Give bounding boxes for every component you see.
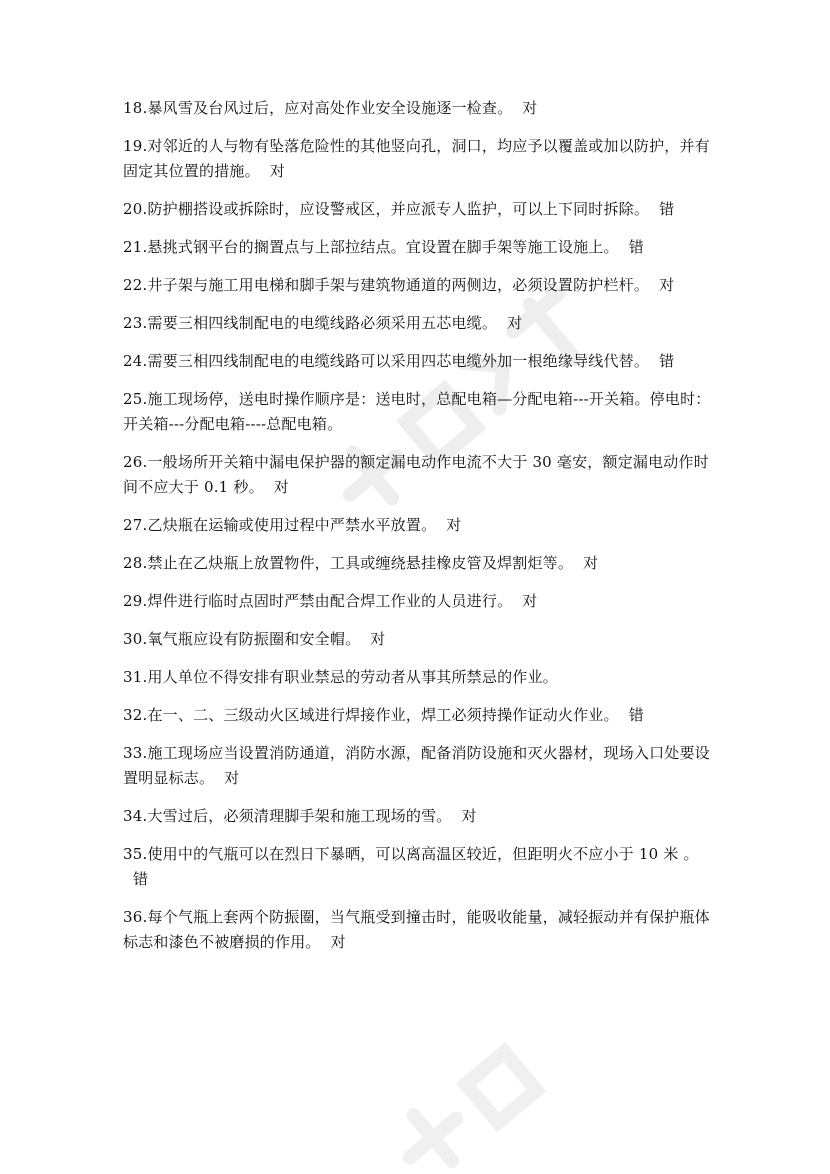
question-item — [123, 513, 723, 538]
question-number: 24. — [123, 352, 148, 370]
question-text: 一般场所开关箱中漏电保护器的额定漏电动作电流不大于 30 毫安，额定漏电动作时间不应大于 0.1 秒。 — [123, 453, 709, 496]
question-answer: 错 — [628, 706, 644, 724]
question-item — [123, 450, 723, 500]
question-item — [123, 387, 723, 437]
question-item — [123, 197, 723, 222]
question-text: 使用中的气瓶可以在烈日下暴晒，可以离高温区较近，但距明火不应小于 10 米 。 — [147, 845, 699, 863]
question-item — [123, 842, 723, 892]
question-text: 禁止在乙炔瓶上放置物件，工具或缠绕悬挂橡皮管及焊割炬等。 — [147, 554, 574, 572]
question-number: 25. — [123, 390, 148, 408]
question-item — [123, 589, 723, 614]
question-item — [123, 551, 723, 576]
question-answer: 对 — [507, 314, 523, 332]
question-text: 在一、二、三级动火区域进行焊接作业，焊工必须持操作证动火作业。 — [147, 706, 619, 724]
question-text: 氧气瓶应设有防振圈和安全帽。 — [147, 630, 361, 648]
question-number: 31. — [123, 668, 148, 686]
question-number: 21. — [123, 238, 148, 256]
question-answer: 错 — [628, 238, 644, 256]
question-number: 32. — [123, 706, 148, 724]
question-text: 需要三相四线制配电的电缆线路必须采用五芯电缆。 — [147, 314, 498, 332]
question-item — [123, 134, 723, 184]
question-item — [123, 804, 723, 829]
question-text: 施工现场应当设置消防通道，消防水源，配备消防设施和灭火器材，现场入口处要设置明显标志。 — [123, 744, 710, 787]
question-text: 防护棚搭设或拆除时，应设警戒区，并应派专人监护，可以上下同时拆除。 — [147, 200, 650, 218]
question-number: 23. — [123, 314, 148, 332]
question-text: 用人单位不得安排有职业禁忌的劳动者从事其所禁忌的作业。 — [147, 668, 558, 686]
question-answer: 对 — [522, 99, 538, 117]
question-number: 35. — [123, 845, 148, 863]
question-answer: 对 — [446, 516, 462, 534]
question-answer: 错 — [659, 200, 675, 218]
question-number: 28. — [123, 554, 148, 572]
question-answer: 对 — [370, 630, 386, 648]
question-text: 对邻近的人与物有坠落危险性的其他竖向孔，洞口，均应予以覆盖或加以防护，并有固定其位置的措施。 — [123, 137, 710, 180]
question-answer: 对 — [273, 478, 289, 496]
question-answer: 错 — [133, 870, 149, 888]
question-number: 19. — [123, 137, 148, 155]
question-item — [123, 96, 723, 121]
question-number: 33. — [123, 744, 148, 762]
question-number: 30. — [123, 630, 148, 648]
question-item — [123, 703, 723, 728]
question-text: 井子架与施工用电梯和脚手架与建筑物通道的两侧边，必须设置防护栏杆。 — [147, 276, 650, 294]
question-text: 每个气瓶上套两个防振圈，当气瓶受到撞击时，能吸收能量，减轻振动并有保护瓶体标志和漆色不被磨损的作用。 — [123, 908, 710, 951]
question-text: 施工现场停，送电时操作顺序是：送电时，总配电箱—分配电箱---开关箱。停电时：开关箱---分配电箱----总配电箱。 — [123, 390, 711, 433]
question-text: 焊件进行临时点固时严禁由配合焊工作业的人员进行。 — [147, 592, 513, 610]
question-item — [123, 627, 723, 652]
question-number: 20. — [123, 200, 148, 218]
question-answer: 对 — [269, 162, 286, 180]
question-number: 29. — [123, 592, 148, 610]
question-answer: 对 — [330, 933, 346, 951]
question-item — [123, 665, 723, 690]
question-text: 需要三相四线制配电的电缆线路可以采用四芯电缆外加一根绝缘导线代替。 — [147, 352, 650, 370]
question-text: 乙炔瓶在运输或使用过程中严禁水平放置。 — [147, 516, 437, 534]
question-text: 悬挑式钢平台的搁置点与上部拉结点。宜设置在脚手架等施工设施上。 — [147, 238, 619, 256]
question-item — [123, 349, 723, 374]
question-number: 36. — [123, 908, 148, 926]
question-item — [123, 273, 723, 298]
question-text: 大雪过后，必须清理脚手架和施工现场的雪。 — [147, 807, 452, 825]
question-item — [123, 311, 723, 336]
document-body — [123, 96, 723, 968]
question-number: 18. — [123, 99, 148, 117]
question-item — [123, 905, 723, 955]
question-answer: 对 — [522, 592, 538, 610]
question-answer: 对 — [583, 554, 599, 572]
question-item — [123, 741, 723, 791]
question-text: 暴风雪及台风过后，应对高处作业安全设施逐一检查。 — [147, 99, 513, 117]
question-number: 27. — [123, 516, 148, 534]
question-number: 34. — [123, 807, 148, 825]
question-answer: 错 — [659, 352, 675, 370]
question-item — [123, 235, 723, 260]
question-number: 22. — [123, 276, 148, 294]
question-answer: 对 — [224, 769, 240, 787]
question-answer: 对 — [659, 276, 675, 294]
question-answer: 对 — [461, 807, 477, 825]
question-number: 26. — [123, 453, 148, 471]
